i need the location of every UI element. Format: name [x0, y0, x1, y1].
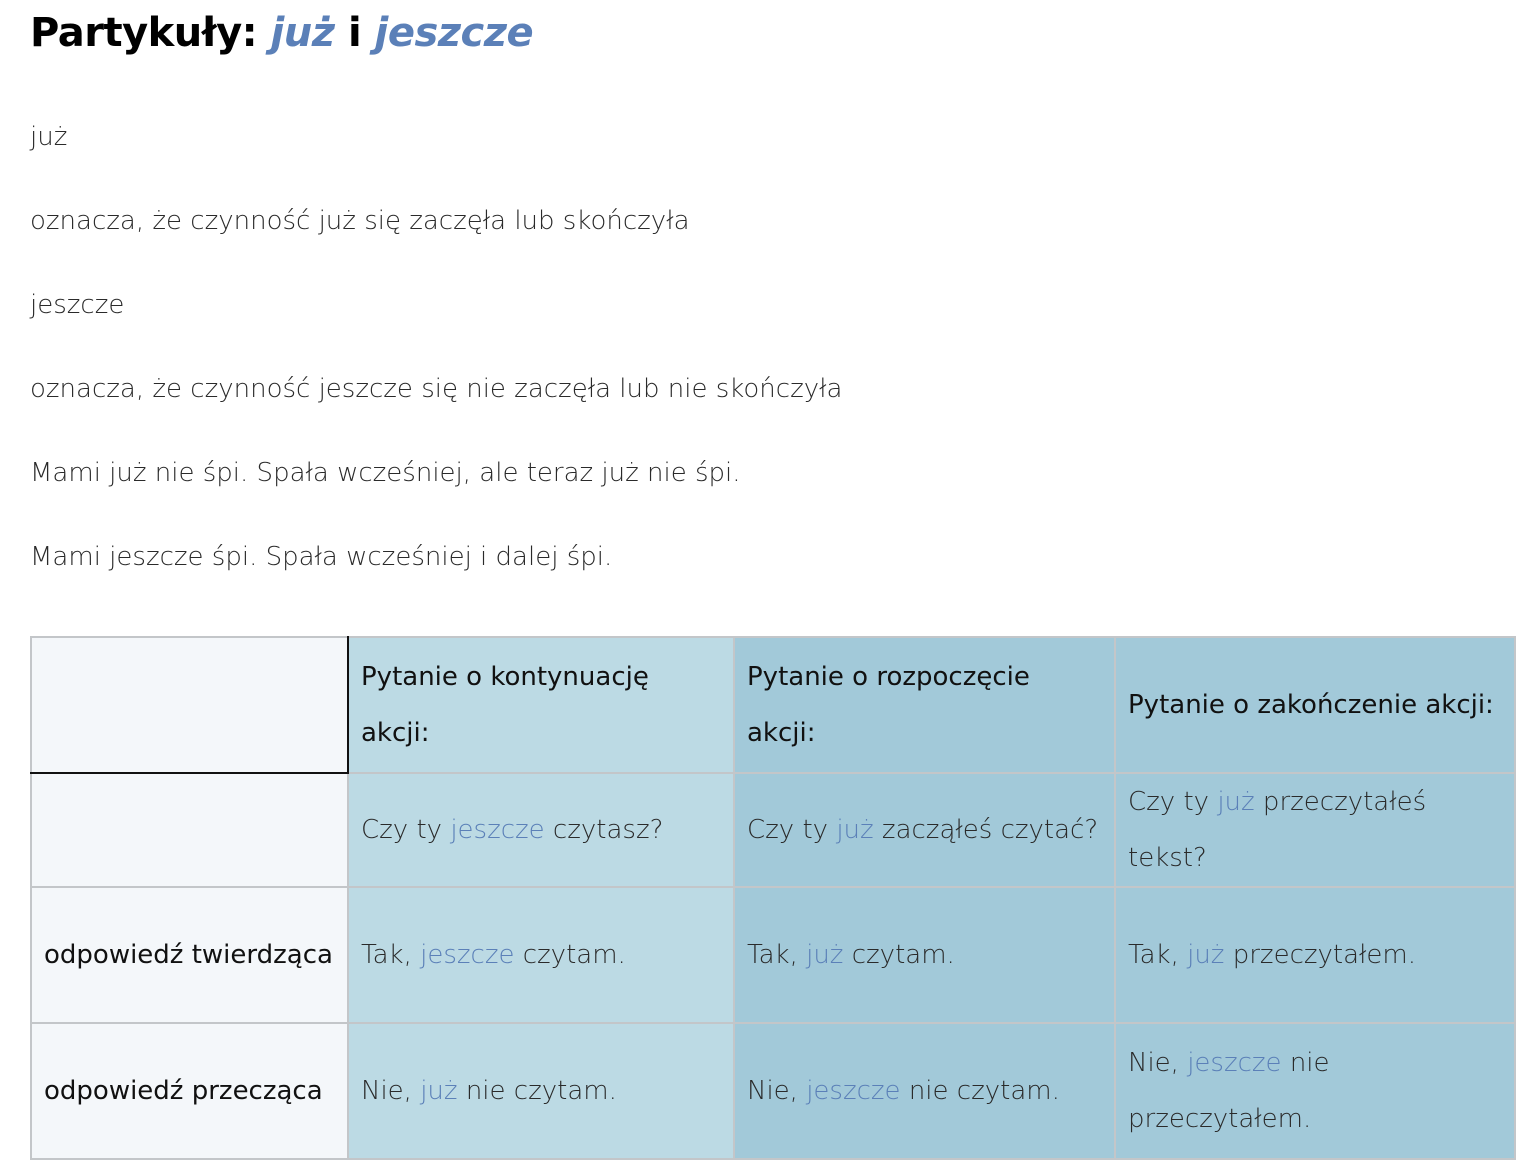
keyword-highlight: już: [836, 815, 874, 845]
header-empty-cell: [31, 637, 348, 773]
negative-cell-completion: Nie, jeszcze nie przeczytałem.: [1115, 1023, 1515, 1159]
particles-table: [30, 636, 1516, 1160]
definition-term-jeszcze: jeszcze: [30, 290, 125, 320]
header-continuation: Pytanie o kontynuację akcji:: [348, 637, 734, 773]
definition-text-juz: oznacza, że czynność już się zaczęła lub skończyła: [30, 206, 690, 236]
title-keyword-jeszcze: jeszcze: [374, 10, 534, 56]
row-label-questions: [31, 773, 348, 887]
keyword-highlight: już: [1187, 940, 1225, 970]
question-cell-start: Czy ty już zacząłeś czytać?: [734, 773, 1115, 887]
keyword-highlight: już: [420, 1076, 458, 1106]
title-keyword-juz: już: [270, 10, 335, 56]
header-completion: Pytanie o zakończenie akcji:: [1115, 637, 1515, 773]
negative-cell-start: Nie, jeszcze nie czytam.: [734, 1023, 1115, 1159]
definition-text-jeszcze: oznacza, że czynność jeszcze się nie zaczęła lub nie skończyła: [30, 374, 843, 404]
keyword-highlight: jeszcze: [450, 815, 545, 845]
title-prefix: Partykuły:: [30, 10, 271, 56]
affirmative-cell-continuation: Tak, jeszcze czytam.: [348, 887, 734, 1023]
title-connector: i: [334, 10, 375, 56]
affirmative-cell-start: Tak, już czytam.: [734, 887, 1115, 1023]
keyword-highlight: jeszcze: [1187, 1048, 1282, 1078]
question-cell-continuation: Czy ty jeszcze czytasz?: [348, 773, 734, 887]
row-label-negative: odpowiedź przecząca: [31, 1023, 348, 1159]
keyword-highlight: już: [806, 940, 844, 970]
keyword-highlight: już: [1217, 787, 1255, 817]
table-row-affirmative: [31, 887, 1515, 1023]
negative-cell-continuation: Nie, już nie czytam.: [348, 1023, 734, 1159]
example-sentence-jeszcze: Mami jeszcze śpi. Spała wcześniej i dalej śpi.: [30, 542, 613, 572]
affirmative-cell-completion: Tak, już przeczytałem.: [1115, 887, 1515, 1023]
example-sentence-juz: Mami już nie śpi. Spała wcześniej, ale teraz już nie śpi.: [30, 458, 741, 488]
table-row-negative: [31, 1023, 1515, 1159]
header-start: Pytanie o rozpoczęcie akcji:: [734, 637, 1115, 773]
keyword-highlight: jeszcze: [420, 940, 515, 970]
keyword-highlight: jeszcze: [806, 1076, 901, 1106]
table-header-row: [31, 637, 1515, 773]
row-label-affirmative: odpowiedź twierdząca: [31, 887, 348, 1023]
definition-term-juz: już: [30, 122, 68, 152]
table-row-questions: [31, 773, 1515, 887]
page-title: [30, 8, 533, 58]
question-cell-completion: Czy ty już przeczytałeś tekst?: [1115, 773, 1515, 887]
